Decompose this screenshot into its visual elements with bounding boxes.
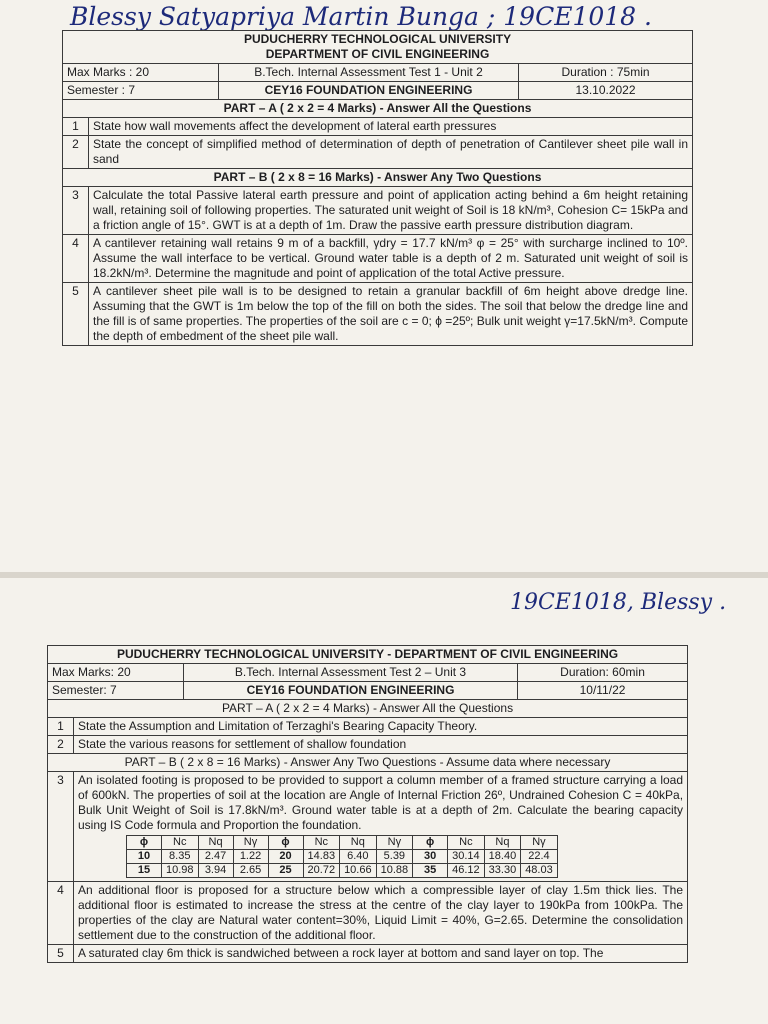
exam-date: 13.10.2022 <box>519 82 693 100</box>
question-row: 2 State the various reasons for settlement of shallow foundation <box>48 736 688 754</box>
question-row: 1 State how wall movements affect the development of lateral earth pressures <box>63 118 693 136</box>
test-name: B.Tech. Internal Assessment Test 1 - Unit 2 <box>219 64 519 82</box>
test-name: B.Tech. Internal Assessment Test 2 – Unit 3 <box>184 664 518 682</box>
question-row: 5 A cantilever sheet pile wall is to be designed to retain a granular backfill of 6m height above dredge line. Assuming that the GWT is 1m below the top of the fill on both the sides. The soil that below the dredge line and the fill is of same properties. The properties of the soil are c = 0; ϕ =25º; Bulk unit weight γ=17.5kN/m³. Compute the depth of embedment of the sheet pile wall. <box>63 283 693 346</box>
max-marks: Max Marks: 20 <box>48 664 184 682</box>
question-paper-2 <box>47 645 688 963</box>
question-row: 4 An additional floor is proposed for a structure below which a compressible layer of clay 1.5m thick lies. The additional floor is estimated to increase the stress at the centre of the clay layer to 190kPa from 100kPa. The properties of the clay are Natural water content=30%, Liquid Limit = 40%, G=2.65. Determine the consolidation settlement due to the construction of the additional floor. <box>48 882 688 945</box>
question-paper-1 <box>62 30 693 346</box>
part-a-heading: PART – A ( 2 x 2 = 4 Marks) - Answer All the Questions <box>48 700 688 718</box>
semester: Semester: 7 <box>48 682 184 700</box>
exam-date: 10/11/22 <box>518 682 688 700</box>
part-a-heading: PART – A ( 2 x 2 = 4 Marks) - Answer All the Questions <box>63 100 693 118</box>
question-row: 4 A cantilever retaining wall retains 9 m of a backfill, γdry = 17.7 kN/m³ φ = 25° with surcharge inclined to 10º. Assume the wall interface to be vertical. Ground water table is a depth of 2 m. Saturated unit weight of soil is 18.2kN/m³. Determine the magnitude and point of application of the total Active pressure. <box>63 235 693 283</box>
handwritten-name-1: Blessy Satyapriya Martin Bunga ; 19CE1018 . <box>70 2 652 31</box>
question-row: 1 State the Assumption and Limitation of Terzaghi's Bearing Capacity Theory. <box>48 718 688 736</box>
duration: Duration : 75min <box>519 64 693 82</box>
handwritten-name-2: 19CE1018, Blessy . <box>510 590 727 615</box>
university-title: PUDUCHERRY TECHNOLOGICAL UNIVERSITY DEPARTMENT OF CIVIL ENGINEERING <box>63 31 693 64</box>
duration: Duration: 60min <box>518 664 688 682</box>
max-marks: Max Marks : 20 <box>63 64 219 82</box>
bearing-capacity-factor-table: ϕ Nc Nq Nγ ϕ Nc Nq Nγ ϕ Nc Nq Nγ 10 8.35 2.47 1.22 20 14.83 6.40 5.39 30 30.14 18.40 22.4 15 10.98 3.94 2.65 25 20.72 10.66 10.88 35 46.12 33.30 48.03 <box>126 835 558 878</box>
question-row: 3 Calculate the total Passive lateral earth pressure and point of application acting behind a 6m height retaining wall, retaining soil of following properties. The saturated unit weight of Soil is 18 kN/m³, Cohesion C= 15kPa and a friction angle of 15°. GWT is at a depth of 1m. Draw the passive earth pressure distribution diagram. <box>63 187 693 235</box>
question-row: 2 State the concept of simplified method of determination of depth of penetration of Cantilever sheet pile wall in sand <box>63 136 693 169</box>
course-name: CEY16 FOUNDATION ENGINEERING <box>219 82 519 100</box>
semester: Semester : 7 <box>63 82 219 100</box>
part-b-heading: PART – B ( 2 x 8 = 16 Marks) - Answer Any Two Questions <box>63 169 693 187</box>
question-row: 3 An isolated footing is proposed to be provided to support a column member of a framed structure carrying a load of 600kN. The properties of soil at the location are Angle of Internal Friction 26º, Undrained Cohesion C = 40kPa, Bulk Unit Weight of Soil is 17.8kN/m³. Ground water table is at a depth of 2m. Calculate the bearing capacity using IS Code formula and Proportion the foundation. ϕ Nc Nq Nγ ϕ Nc Nq Nγ ϕ Nc Nq Nγ 10 8.35 2.47 1.22 20 14.83 6.40 5.39 30 30.14 18.40 22.4 15 10.98 3.94 2.65 25 20.72 10.66 10.88 35 46.12 33.30 48.03 <box>48 772 688 882</box>
university-title: PUDUCHERRY TECHNOLOGICAL UNIVERSITY - DEPARTMENT OF CIVIL ENGINEERING <box>48 646 688 664</box>
course-name: CEY16 FOUNDATION ENGINEERING <box>184 682 518 700</box>
part-b-heading: PART – B ( 2 x 8 = 16 Marks) - Answer Any Two Questions - Assume data where necessary <box>48 754 688 772</box>
question-row: 5 A saturated clay 6m thick is sandwiched between a rock layer at bottom and sand layer on top. The <box>48 945 688 963</box>
